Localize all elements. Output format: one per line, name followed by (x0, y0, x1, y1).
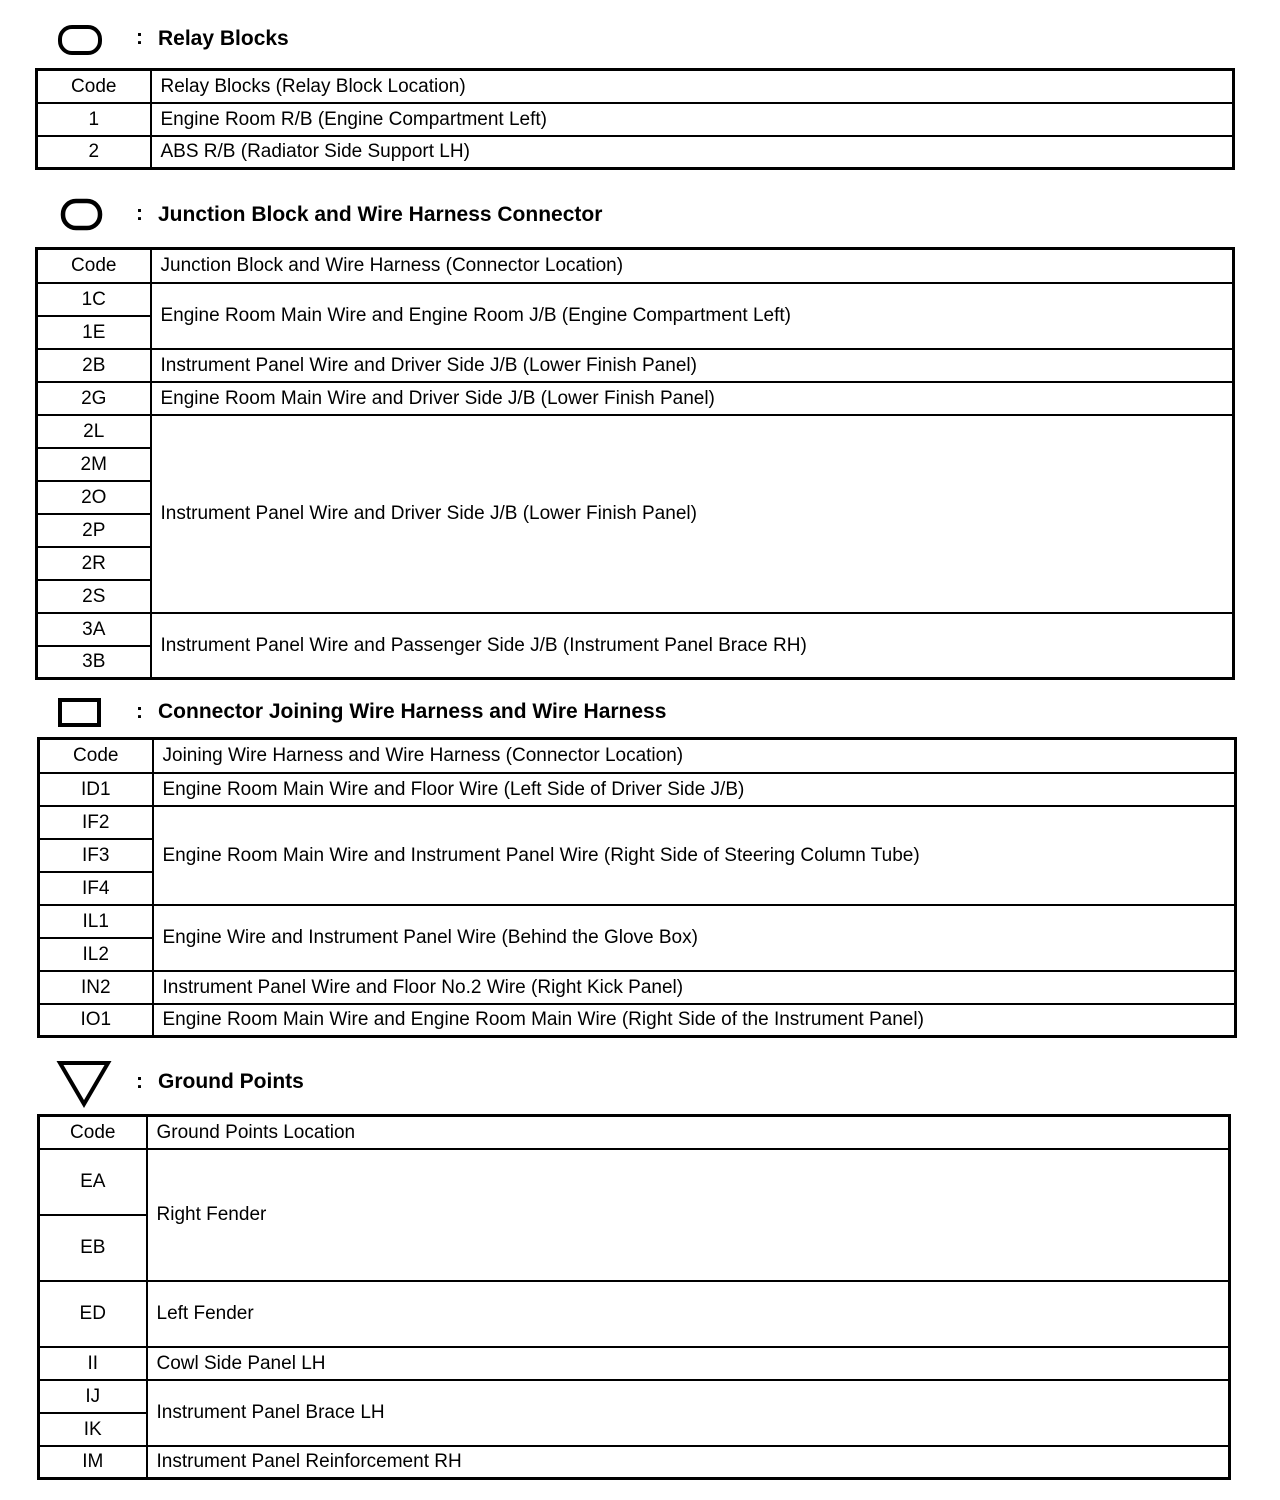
code-cell: EA (39, 1149, 147, 1215)
location-cell: Instrument Panel Wire and Floor No.2 Wire (Right Kick Panel) (153, 971, 1236, 1004)
location-cell: Instrument Panel Wire and Passenger Side J/B (Instrument Panel Brace RH) (151, 613, 1234, 679)
joining-connector-table (37, 737, 1237, 1038)
code-cell: IF4 (39, 872, 153, 905)
location-cell: Engine Room Main Wire and Driver Side J/B (Lower Finish Panel) (151, 382, 1234, 415)
table-header-row (37, 70, 1234, 103)
code-cell: IF2 (39, 806, 153, 839)
code-cell: IL2 (39, 938, 153, 971)
code-cell: ID1 (39, 773, 153, 806)
location-cell: Engine Room Main Wire and Instrument Panel Wire (Right Side of Steering Column Tube) (153, 806, 1236, 905)
code-cell: IO1 (39, 1004, 153, 1037)
table-row (39, 773, 1236, 806)
code-cell: IK (39, 1413, 147, 1446)
table-row (37, 382, 1234, 415)
table-row (39, 806, 1236, 839)
table-row (39, 1347, 1230, 1380)
table-row (39, 1446, 1230, 1479)
code-cell: ED (39, 1281, 147, 1347)
header-location: Junction Block and Wire Harness (Connector Location) (151, 249, 1234, 283)
location-cell: Instrument Panel Wire and Driver Side J/B (Lower Finish Panel) (151, 349, 1234, 382)
code-cell: 2O (37, 481, 151, 514)
code-cell: IM (39, 1446, 147, 1479)
downward-triangle-icon (56, 1058, 116, 1108)
heading-colon: : (136, 1070, 143, 1093)
code-cell: 1C (37, 283, 151, 316)
code-cell: EB (39, 1215, 147, 1281)
location-cell: Cowl Side Panel LH (147, 1347, 1230, 1380)
oval-icon (56, 190, 106, 240)
code-cell: 2 (37, 136, 151, 169)
code-cell: 2B (37, 349, 151, 382)
location-cell: Instrument Panel Brace LH (147, 1380, 1230, 1446)
relay-blocks-table (35, 68, 1235, 170)
table-row (37, 136, 1234, 169)
code-cell: 1 (37, 103, 151, 136)
section-title: Connector Joining Wire Harness and Wire Harness (158, 700, 667, 723)
table-header-row (39, 739, 1236, 773)
location-cell: Engine Room Main Wire and Floor Wire (Left Side of Driver Side J/B) (153, 773, 1236, 806)
code-cell: II (39, 1347, 147, 1380)
code-cell: 1E (37, 316, 151, 349)
table-row (39, 1380, 1230, 1413)
heading-colon: : (136, 26, 143, 49)
header-location: Ground Points Location (147, 1116, 1230, 1149)
table-row (39, 971, 1236, 1004)
header-location: Joining Wire Harness and Wire Harness (Connector Location) (153, 739, 1236, 773)
location-cell: Engine Room Main Wire and Engine Room Main Wire (Right Side of the Instrument Panel) (153, 1004, 1236, 1037)
header-code: Code (39, 739, 153, 773)
code-cell: IL1 (39, 905, 153, 938)
table-row (39, 905, 1236, 938)
table-row (37, 283, 1234, 316)
code-cell: 2P (37, 514, 151, 547)
section-title: Ground Points (158, 1070, 304, 1093)
table-header-row (39, 1116, 1230, 1149)
header-code: Code (37, 249, 151, 283)
location-cell: Right Fender (147, 1149, 1230, 1281)
table-row (39, 1004, 1236, 1037)
location-cell: Instrument Panel Wire and Driver Side J/B (Lower Finish Panel) (151, 415, 1234, 613)
rounded-rectangle-icon (56, 14, 106, 64)
code-cell: IN2 (39, 971, 153, 1004)
heading-colon: : (136, 202, 143, 225)
header-code: Code (39, 1116, 147, 1149)
location-cell: ABS R/B (Radiator Side Support LH) (151, 136, 1234, 169)
table-row (37, 613, 1234, 646)
location-cell: Instrument Panel Reinforcement RH (147, 1446, 1230, 1479)
code-cell: 2M (37, 448, 151, 481)
header-code: Code (37, 70, 151, 103)
location-cell: Engine Wire and Instrument Panel Wire (Behind the Glove Box) (153, 905, 1236, 971)
code-cell: 3B (37, 646, 151, 679)
code-cell: 2R (37, 547, 151, 580)
code-cell: 2S (37, 580, 151, 613)
junction-block-table (35, 247, 1235, 680)
code-cell: IJ (39, 1380, 147, 1413)
table-row (37, 415, 1234, 448)
square-icon (56, 688, 106, 738)
location-cell: Engine Room Main Wire and Engine Room J/B (Engine Compartment Left) (151, 283, 1234, 349)
heading-colon: : (136, 700, 143, 723)
code-cell: 3A (37, 613, 151, 646)
location-cell: Engine Room R/B (Engine Compartment Left) (151, 103, 1234, 136)
section-title: Junction Block and Wire Harness Connector (158, 203, 603, 226)
ground-points-table (37, 1114, 1231, 1480)
code-cell: 2G (37, 382, 151, 415)
table-header-row (37, 249, 1234, 283)
table-row (39, 1281, 1230, 1347)
code-cell: IF3 (39, 839, 153, 872)
table-row (37, 103, 1234, 136)
code-cell: 2L (37, 415, 151, 448)
header-location: Relay Blocks (Relay Block Location) (151, 70, 1234, 103)
table-row (37, 349, 1234, 382)
location-cell: Left Fender (147, 1281, 1230, 1347)
table-row (39, 1149, 1230, 1215)
section-title: Relay Blocks (158, 27, 289, 50)
